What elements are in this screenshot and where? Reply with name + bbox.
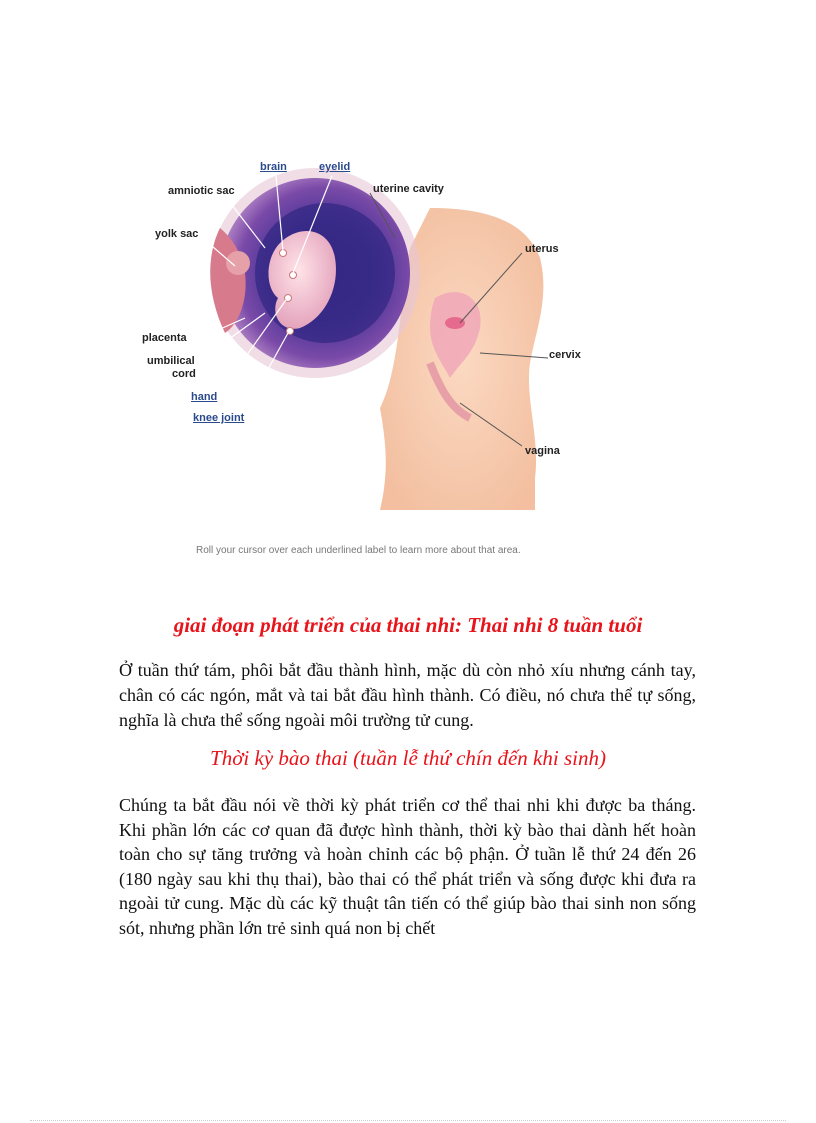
yolk-sac-shape: [226, 251, 250, 275]
paragraph-fetal-period: Chúng ta bắt đầu nói về thời kỳ phát triển cơ thể thai nhi khi được ba tháng. Khi phần lớn các cơ quan đã được hình thành, thời kỳ bào thai dành hết hoàn toàn cho sự tăng trưởng và hoàn chỉnh các bộ phận. Ở tuần lễ thứ 24 đến 26 (180 ngày sau khi thụ thai), bào thai có thể phát triển và sống được khi đưa ra ngoài tử cung. Mặc dù các kỹ thuật tân tiến có thể giúp bào thai sinh non sống sót, nhưng phần lớn trẻ sinh quá non bị chết: [119, 795, 696, 938]
label-umbilical: umbilical: [147, 355, 195, 367]
label-hand[interactable]: hand: [191, 391, 218, 403]
section-heading-fetal-period: Thời kỳ bào thai (tuần lễ thứ chín đến khi sinh): [210, 746, 606, 770]
paragraph-week8: Ở tuần thứ tám, phôi bắt đầu thành hình, mặc dù còn nhỏ xíu nhưng cánh tay, chân có các ngón, mắt và tai bắt đầu hình thành. Có điều, nó chưa thể tự sống, nghĩa là chưa thể sống ngoài môi trường tử cung.: [119, 660, 696, 730]
label-uterine-cavity: uterine cavity: [373, 183, 444, 195]
page-bottom-rule: [30, 1120, 786, 1121]
label-knee-joint[interactable]: knee joint: [193, 412, 245, 424]
uterus-inner: [445, 317, 465, 329]
label-cord: cord: [172, 368, 196, 380]
embryo-illustration: [130, 148, 610, 510]
label-vagina: vagina: [525, 445, 560, 457]
label-amniotic-sac: amniotic sac: [168, 185, 235, 197]
section-heading-week8: giai đoạn phát triển của thai nhi: Thai nhi 8 tuần tuổi: [173, 613, 643, 637]
label-brain[interactable]: brain: [260, 161, 287, 173]
label-placenta: placenta: [142, 332, 187, 344]
figure-caption: Roll your cursor over each underlined label to learn more about that area.: [196, 545, 521, 556]
label-cervix: cervix: [549, 349, 581, 361]
label-eyelid[interactable]: eyelid: [319, 161, 351, 173]
label-uterus: uterus: [525, 243, 559, 255]
label-yolk-sac: yolk sac: [155, 228, 199, 240]
